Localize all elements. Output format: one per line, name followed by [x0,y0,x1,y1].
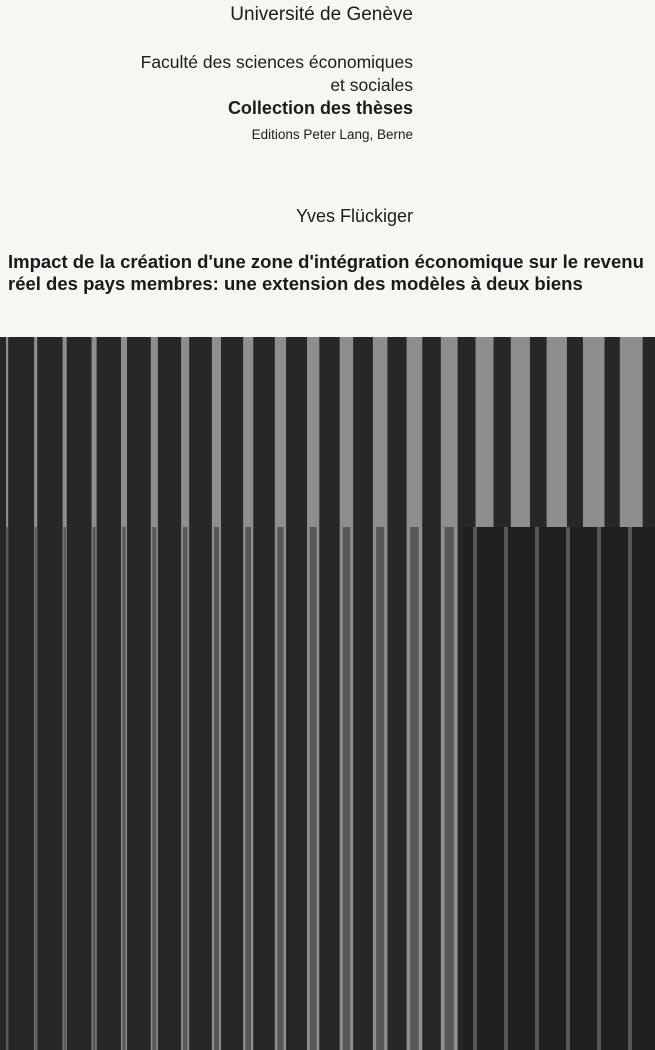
stripe-upper-16 [511,337,530,527]
stripe-lower-12 [376,527,384,1050]
stripe-lower-2 [64,527,66,1050]
block-line-5 [628,527,632,1050]
block-line-4 [597,527,601,1050]
book-title: Impact de la création d'une zone d'intégration économique sur le revenu réel des pays membres: une extension des modèles à deux biens [8,251,644,294]
university-name: Université de Genève [230,4,413,25]
stripe-lower-5 [152,527,156,1050]
publisher-name: Editions Peter Lang, Berne [251,127,413,142]
stripe-lower-7 [214,527,219,1050]
faculty-line-2: et sociales [330,75,413,95]
stripe-upper-19 [620,337,643,527]
stripe-lower-0 [6,527,8,1050]
block-line-1 [504,527,508,1050]
stripe-lower-14 [445,527,454,1050]
block-line-2 [535,527,539,1050]
stripe-lower-8 [245,527,251,1050]
stripe-lower-4 [122,527,125,1050]
stripe-upper-17 [547,337,567,527]
stripe-lower-3 [93,527,96,1050]
block-line-3 [566,527,570,1050]
stripe-upper-18 [583,337,605,527]
faculty-line-1: Faculté des sciences économiques [140,52,413,72]
stripe-lower-10 [310,527,317,1050]
stripe-upper-15 [476,337,494,527]
stripe-lower-11 [343,527,350,1050]
block-line-0 [473,527,477,1050]
cover-artwork [0,337,655,1050]
stripe-lower-9 [277,527,283,1050]
stripe-lower-6 [183,527,187,1050]
author-name: Yves Flückiger [295,206,413,226]
collection-name: Collection des thèses [227,98,413,118]
stripe-lower-1 [35,527,37,1050]
stripe-lower-13 [410,527,419,1050]
stripe-pattern-graphic [0,337,655,1050]
lower-right-block [463,527,655,1050]
